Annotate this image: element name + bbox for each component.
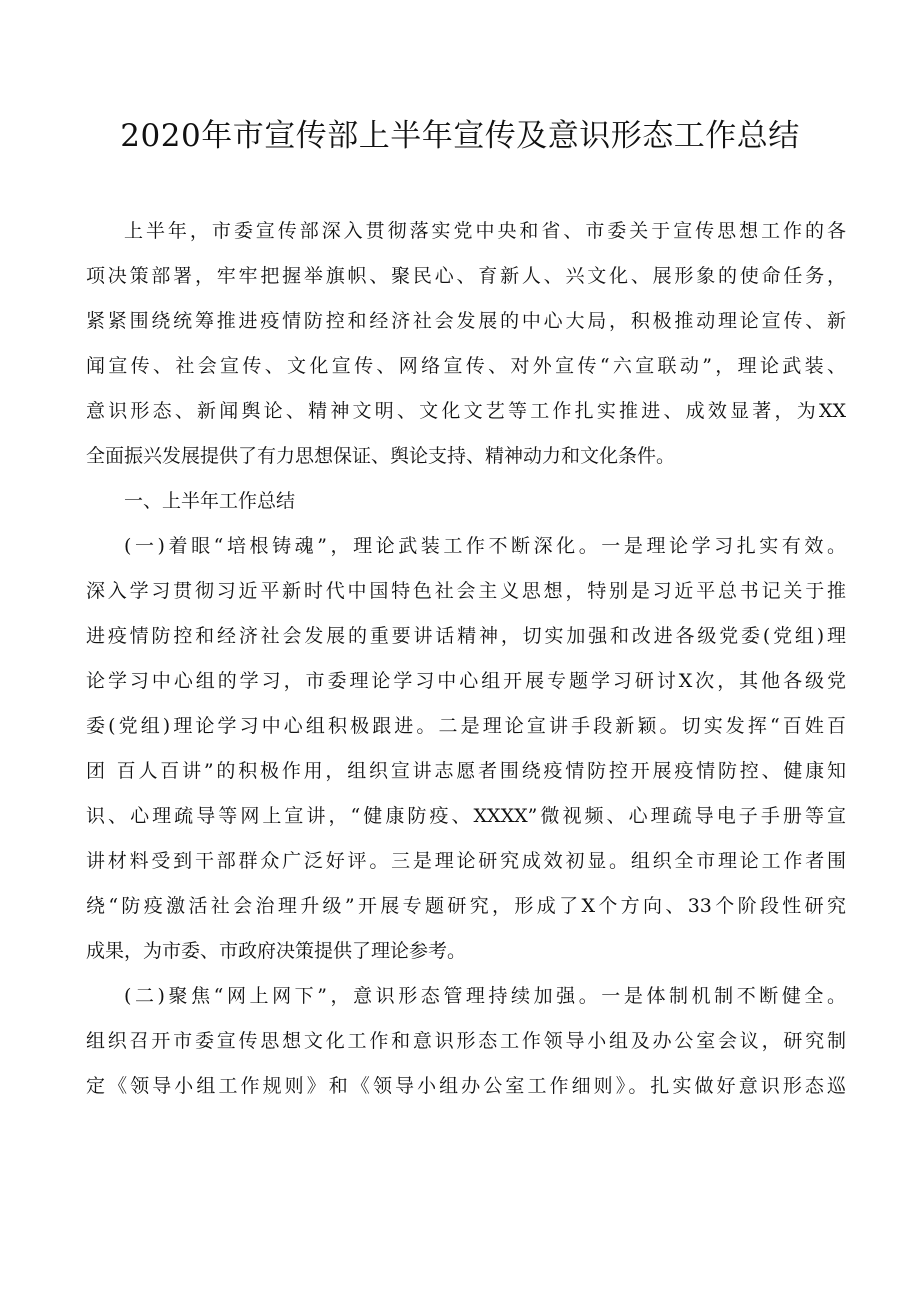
- text-line: 闻宣传、社会宣传、文化宣传、网络宣传、对外宣传“六宣联动”，理论武装、: [86, 355, 846, 377]
- document-body: [86, 209, 846, 1109]
- subsection-paragraph-1: [86, 524, 846, 974]
- text-line: 定《领导小组工作规则》和《领导小组办公室工作细则》。扎实做好意识形态巡: [86, 1075, 846, 1097]
- text-line: 论学习中心组的学习，市委理论学习中心组开展专题学习研讨X次，其他各级党: [86, 670, 846, 692]
- section-heading-text: 一、上半年工作总结: [124, 490, 296, 512]
- text-line: 深入学习贯彻习近平新时代中国特色社会主义思想，特别是习近平总书记关于推: [86, 580, 846, 602]
- text-line: (二)聚焦“网上网下”，意识形态管理持续加强。一是体制机制不断健全。: [124, 985, 846, 1007]
- text-line: 团 百人百讲”的积极作用，组织宣讲志愿者围绕疫情防控开展疫情防控、健康知: [86, 760, 846, 782]
- text-line: 委(党组)理论学习中心组积极跟进。二是理论宣讲手段新颖。切实发挥“百姓百: [86, 715, 846, 737]
- text-line: 上半年，市委宣传部深入贯彻落实党中央和省、市委关于宣传思想工作的各: [124, 220, 846, 242]
- text-line: 讲材料受到干部群众广泛好评。三是理论研究成效初显。组织全市理论工作者围: [86, 850, 846, 872]
- section-heading: [86, 479, 846, 524]
- text-line: 紧紧围绕统筹推进疫情防控和经济社会发展的中心大局，积极推动理论宣传、新: [86, 310, 846, 332]
- intro-paragraph: [86, 209, 846, 479]
- text-line: 进疫情防控和经济社会发展的重要讲话精神，切实加强和改进各级党委(党组)理: [86, 625, 846, 647]
- text-line: 意识形态、新闻舆论、精神文明、文化文艺等工作扎实推进、成效显著，为XX: [86, 400, 846, 422]
- text-line: 绕“防疫激活社会治理升级”开展专题研究，形成了X个方向、33个阶段性研究: [86, 895, 846, 917]
- text-line: 项决策部署，牢牢把握举旗帜、聚民心、育新人、兴文化、展形象的使命任务，: [86, 265, 846, 287]
- text-line: 全面振兴发展提供了有力思想保证、舆论支持、精神动力和文化条件。: [86, 445, 676, 467]
- text-line: 识、心理疏导等网上宣讲，“健康防疫、XXXX”微视频、心理疏导电子手册等宣: [86, 805, 846, 827]
- text-line: 成果，为市委、市政府决策提供了理论参考。: [86, 940, 467, 962]
- subsection-paragraph-2: [86, 974, 846, 1109]
- text-line: 组织召开市委宣传思想文化工作和意识形态工作领导小组及办公室会议，研究制: [86, 1030, 846, 1052]
- document-title: 2020年市宣传部上半年宣传及意识形态工作总结: [120, 118, 800, 154]
- text-line: (一)着眼“培根铸魂”，理论武装工作不断深化。一是理论学习扎实有效。: [124, 535, 846, 557]
